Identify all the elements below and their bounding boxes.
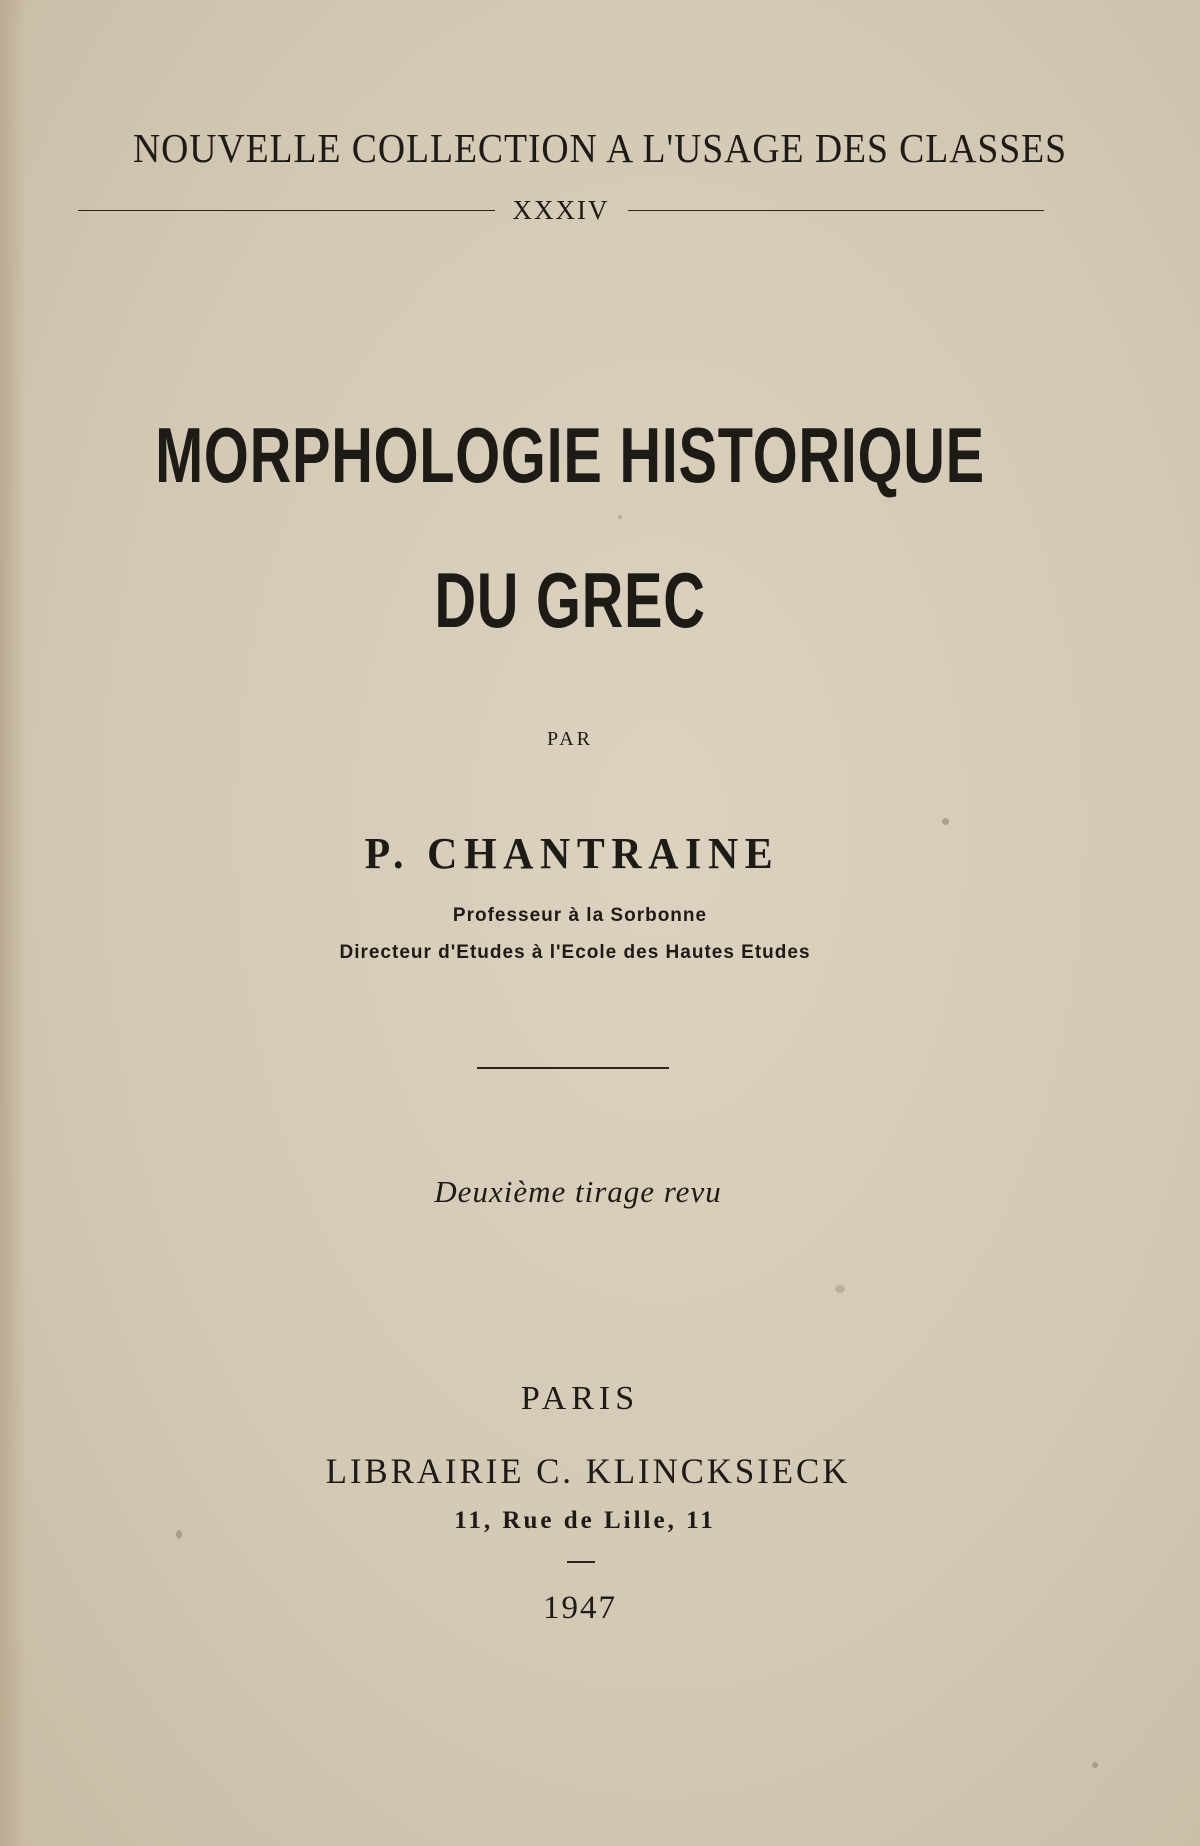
paper-speck	[1092, 1762, 1098, 1768]
book-title-line-2: DU GREC	[434, 556, 706, 644]
book-title-line-1: MORPHOLOGIE HISTORIQUE	[155, 411, 985, 499]
author-affiliation-1: Professeur à la Sorbonne	[452, 905, 708, 926]
paper-speck	[176, 1530, 182, 1539]
author-affiliation-2: Directeur d'Etudes à l'Ecole des Hautes Etudes	[339, 942, 811, 963]
imprint-publisher: LIBRAIRIE C. KLINCKSIECK	[325, 1451, 851, 1491]
imprint-city: PARIS	[520, 1380, 640, 1417]
series-number-row	[78, 190, 1044, 230]
imprint-address: 11, Rue de Lille, 11	[454, 1507, 716, 1534]
series-title: NOUVELLE COLLECTION A L'USAGE DES CLASSES	[132, 125, 1068, 171]
paper-speck	[942, 818, 949, 825]
edition-note: Deuxième tirage revu	[434, 1174, 722, 1209]
series-rule-left	[78, 210, 495, 211]
imprint-divider	[567, 1561, 595, 1563]
imprint-year: 1947	[543, 1590, 617, 1626]
by-label: PAR	[546, 728, 594, 750]
series-number: XXXIV	[512, 194, 610, 225]
author-name: P. CHANTRAINE	[364, 829, 780, 878]
paper-speck	[835, 1285, 845, 1293]
paper-speck	[618, 515, 622, 519]
section-divider	[477, 1067, 669, 1069]
series-rule-right	[628, 210, 1045, 211]
